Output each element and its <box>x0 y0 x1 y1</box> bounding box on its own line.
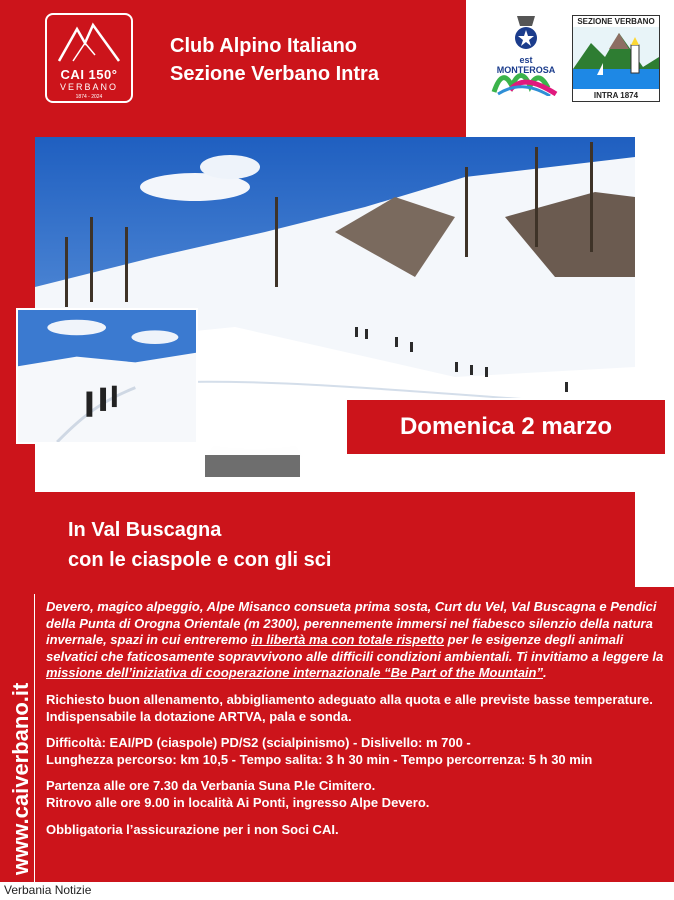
difficulty-info <box>46 735 666 768</box>
description-part-1: Devero, magico alpeggio, Alpe Misanco consueta prima sosta, Curt du Vel, Val Buscagna e Pendici della Punta di Orogna Orientale (m 2300), perennemente immersi nel fiabesco silenzio della natura invernale, spazi in cui entreremo <box>46 599 657 648</box>
difficulty-line-2: Lunghezza percorso: km 10,5 - Tempo salita: 3 h 30 min - Tempo percorrenza: 5 h 30 min <box>46 751 593 767</box>
event-details <box>46 599 666 848</box>
logo-brand: CAI 150° <box>60 67 118 82</box>
departure-line-2: Ritrovo alle ore 9.00 in località Ai Ponti, ingresso Alpe Devero. <box>46 794 430 810</box>
footer-source: Verbania Notizie <box>4 883 92 897</box>
departure-line-1: Partenza alle ore 7.30 da Verbania Suna P.le Cimitero. <box>46 778 376 794</box>
lake-mountain-icon <box>573 27 659 89</box>
description-part-2: per le esigenze degli animali selvatici che faticosamente sopravvivono alle difficili condizioni ambientali. Ti invitiamo a leggere la <box>46 632 664 664</box>
insurance-note: Obbligatoria l’assicurazione per i non Soci CAI. <box>46 821 339 837</box>
sezione-verbano-logo <box>572 15 660 102</box>
sezione-logo-bottom: INTRA 1874 <box>593 91 639 100</box>
difficulty-line-1: Difficoltà: EAI/PD (ciaspole) PD/S2 (scialpinismo) - Dislivello: m 700 - <box>46 735 471 751</box>
divider <box>34 594 35 882</box>
mountain-icon <box>47 15 131 67</box>
snowshoe-hikers-photo <box>16 308 198 444</box>
subtitle-line-1: In Val Buscagna <box>68 519 222 541</box>
sezione-logo-top: SEZIONE VERBANO <box>577 17 655 26</box>
title-line-1: Club Alpino Italiano <box>170 35 358 57</box>
departure-info <box>46 778 666 811</box>
page-title <box>170 32 379 88</box>
description-part-3: . <box>542 665 547 681</box>
respect-link-text: in libertà ma con totale rispetto <box>251 632 445 648</box>
subtitle-line-2: con le ciaspole e con gli sci <box>68 549 332 571</box>
partner-name: est MONTEROSA <box>496 55 556 75</box>
website-link[interactable]: www.caiverbano.it <box>8 682 33 875</box>
cai-150-logo <box>45 13 133 103</box>
event-date: Domenica 2 marzo <box>399 413 613 440</box>
logo-sub: VERBANO <box>59 82 118 92</box>
event-date-box <box>345 398 667 456</box>
logo-years: 1874 - 2024 <box>75 94 103 100</box>
description <box>46 599 666 682</box>
requirements: Richiesto buon allenamento, abbigliamento adeguato alla quota e alle previste basse temperature. Indispensabile la dotazione ARTVA, pala e sonda. <box>46 691 653 724</box>
mission-link[interactable]: missione dell’iniziativa di cooperazione internazionale “Be Part of the Mountain” <box>46 665 543 681</box>
title-line-2: Sezione Verbano Intra <box>170 63 379 85</box>
event-subtitle <box>68 515 331 575</box>
